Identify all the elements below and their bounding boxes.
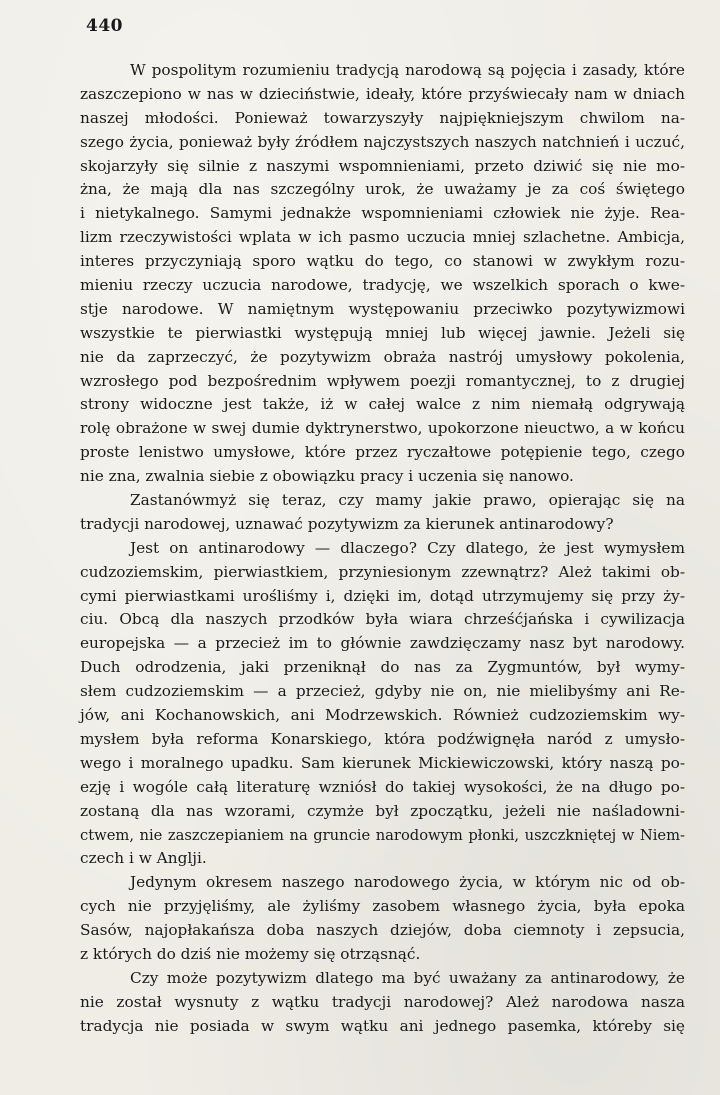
text-line: wszystkie te pierwiastki występują mniej lub więcej jawnie. Jeżeli się: [80, 323, 685, 342]
text-line: mysłem była reforma Konarskiego, która podźwignęła naród z umysło-: [80, 729, 685, 748]
text-line: skojarzyły się silnie z naszymi wspomnieniami, przeto dziwić się nie mo-: [80, 156, 685, 175]
text-line: nie został wysnuty z wątku tradycji narodowej? Ależ narodowa nasza: [80, 992, 685, 1011]
text-line: W pospolitym rozumieniu tradycją narodową są pojęcia i zasady, które: [130, 61, 685, 79]
text-line: wzrosłego pod bezpośrednim wpływem poezji romantycznej, to z drugiej: [80, 371, 685, 390]
text-line: Zastanówmyż się teraz, czy mamy jakie prawo, opierając się na: [130, 491, 685, 510]
text-line: wego i moralnego upadku. Sam kierunek Mickiewiczowski, który naszą po-: [80, 753, 685, 772]
text-line: lizm rzeczywistości wplata w ich pasmo uczucia mniej szlachetne. Ambicja,: [80, 228, 685, 247]
text-line: stje narodowe. W namiętnym występowaniu przeciwko pozytywizmowi: [80, 299, 685, 318]
text-line: Czy może pozytywizm dlatego ma być uważany za antinarodowy, że: [130, 968, 685, 987]
text-line: szego życia, ponieważ były źródłem najczystszych naszych natchnień i uczuć,: [80, 132, 685, 151]
body-text: [80, 59, 685, 1039]
text-line: zostaną dla nas wzorami, czymże był zpoczątku, jeżeli nie naśladowni-: [80, 801, 685, 820]
text-line: nie da zaprzeczyć, że pozytywizm obraża nastrój umysłowy pokolenia,: [80, 347, 685, 366]
text-line: proste lenistwo umysłowe, które przez ryczałtowe potępienie tego, czego: [80, 443, 685, 462]
text-line: nie zna, zwalnia siebie z obowiązku pracy i uczenia się nanowo.: [80, 467, 574, 486]
text-line: Duch odrodzenia, jaki przeniknął do nas za Zygmuntów, był wymy-: [80, 658, 685, 677]
text-line: tradycji narodowej, uznawać pozytywizm za kierunek antinarodowy?: [80, 514, 614, 533]
text-line: mieniu rzeczy uczucia narodowe, tradycję, we wszelkich sporach o kwe-: [80, 276, 685, 295]
text-line: słem cudzoziemskim — a przecież, gdyby nie on, nie mielibyśmy ani Re-: [80, 682, 685, 701]
text-line: europejska — a przecież im to głównie zawdzięczamy nasz byt narodowy.: [80, 634, 685, 653]
text-line: ciu. Obcą dla naszych przodków była wiara chrześćjańska i cywilizacja: [80, 610, 685, 629]
text-line: cudzoziemskim, pierwiastkiem, przyniesionym zzewnątrz? Ależ takimi ob-: [80, 562, 685, 581]
text-line: zaszczepiono w nas w dzieciństwie, ideały, które przyświecały nam w dniach: [80, 84, 685, 103]
text-line: żna, że mają dla nas szczególny urok, że uważamy je za coś świętego: [80, 180, 685, 199]
text-line: rolę obrażone w swej dumie dyktrynerstwo, upokorzone nieuctwo, a w końcu: [80, 419, 685, 438]
text-line: naszej młodości. Ponieważ towarzyszyły najpiękniejszym chwilom na-: [80, 108, 685, 127]
text-line: ctwem, nie zaszczepianiem na gruncie narodowym płonki, uszczkniętej w Niem-: [80, 826, 685, 844]
text-line: Sasów, najopłakańsza doba naszych dziejów, doba ciemnoty i zepsucia,: [80, 921, 685, 940]
text-line: cych nie przyjęliśmy, ale żyliśmy zasobem własnego życia, była epoka: [80, 897, 685, 916]
text-line: interes przyczyniają sporo wątku do tego, co stanowi w zwykłym rozu-: [80, 252, 685, 271]
text-line: Jest on antinarodowy — dlaczego? Czy dlatego, że jest wymysłem: [130, 538, 685, 557]
text-line: Jedynym okresem naszego narodowego życia, w którym nic od ob-: [130, 873, 685, 892]
text-line: czech i w Anglji.: [80, 849, 207, 868]
page-number: 440: [86, 16, 123, 36]
text-line: ezję i wogóle całą literaturę wzniósł do takiej wysokości, że na długo po-: [80, 777, 685, 796]
text-line: jów, ani Kochanowskich, ani Modrzewskich. Również cudzoziemskim wy-: [80, 706, 685, 725]
text-line: i nietykalnego. Samymi jednakże wspomnieniami człowiek nie żyje. Rea-: [80, 204, 685, 223]
text-line: cymi pierwiastkami urośliśmy i, dzięki im, dotąd utrzymujemy się przy ży-: [80, 586, 685, 605]
text-line: strony widoczne jest także, iż w całej walce z nim niemałą odgrywają: [80, 395, 685, 414]
text-line: z których do dziś nie możemy się otrząsnąć.: [80, 944, 421, 963]
text-line: tradycja nie posiada w swym wątku ani jednego pasemka, któreby się: [80, 1016, 685, 1035]
